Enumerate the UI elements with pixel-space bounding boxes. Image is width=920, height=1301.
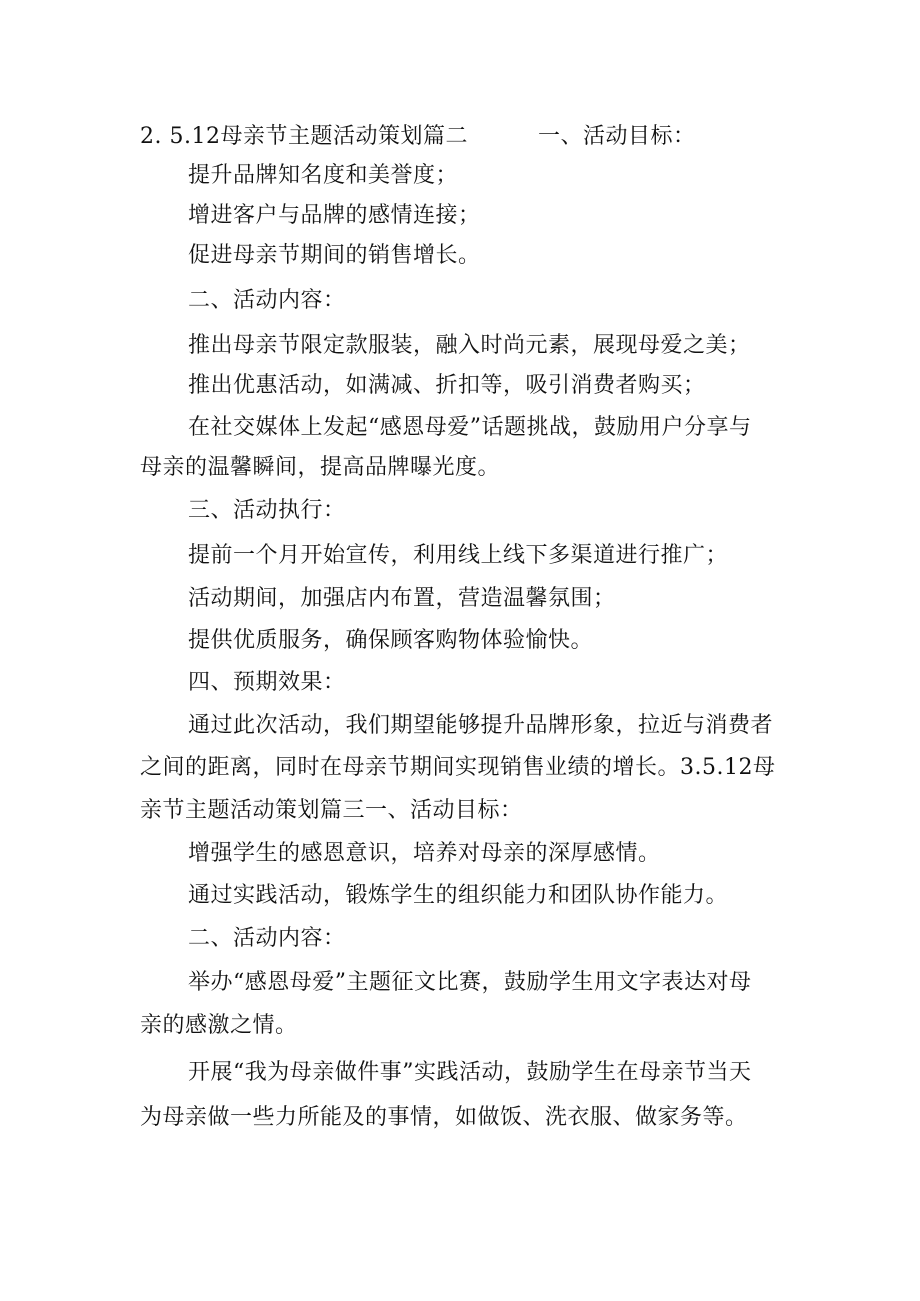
section-heading: 二、活动内容： <box>188 288 346 313</box>
paragraph-line: 促进母亲节期间的销售增长。 <box>188 243 481 268</box>
section-heading: 二、活动内容： <box>188 926 346 951</box>
paragraph-line: 提升品牌知名度和美誉度； <box>188 163 459 188</box>
paragraph-line: 提供优质服务，确保顾客购物体验愉快。 <box>188 628 594 653</box>
paragraph-line: 母亲的温馨瞬间，提高品牌曝光度。 <box>140 455 501 480</box>
paragraph-line: 举办“感恩母爱”主题征文比赛，鼓励学生用文字表达对母 <box>188 970 752 995</box>
section-heading-goals: 一、活动目标： <box>537 124 696 149</box>
title-line <box>140 126 695 148</box>
paragraph-line: 推出母亲节限定款服装，融入时尚元素，展现母爱之美； <box>188 333 751 358</box>
paragraph-line: 在社交媒体上发起“感恩母爱”话题挑战，鼓励用户分享与 <box>188 415 752 440</box>
paragraph-line: 活动期间，加强店内布置，营造温馨氛围； <box>188 586 616 611</box>
paragraph-line: 增进客户与品牌的感情连接； <box>188 203 481 228</box>
document-heading: 2. 5.12母亲节主题活动策划篇二 <box>140 124 468 149</box>
paragraph-line: 推出优惠活动，如满减、折扣等，吸引消费者购买； <box>188 373 706 398</box>
section-heading: 三、活动执行： <box>188 498 346 523</box>
section-heading: 四、预期效果： <box>188 670 346 695</box>
paragraph-line: 之间的距离，同时在母亲节期间实现销售业绩的增长。3.5.12母 <box>140 755 776 780</box>
paragraph-line: 亲的感激之情。 <box>140 1013 298 1038</box>
paragraph-line: 增强学生的感恩意识，培养对母亲的深厚感情。 <box>188 841 661 866</box>
paragraph-line: 开展“我为母亲做件事”实践活动，鼓励学生在母亲节当天 <box>188 1060 752 1085</box>
paragraph-line: 提前一个月开始宣传，利用线上线下多渠道进行推广； <box>188 543 729 568</box>
paragraph-line: 为母亲做一些力所能及的事情，如做饭、洗衣服、做家务等。 <box>140 1105 748 1130</box>
paragraph-line: 通过实践活动，锻炼学生的组织能力和团队协作能力。 <box>188 883 729 908</box>
paragraph-line: 通过此次活动，我们期望能够提升品牌形象，拉近与消费者 <box>188 713 774 738</box>
paragraph-line: 亲节主题活动策划篇三一、活动目标： <box>140 798 523 823</box>
